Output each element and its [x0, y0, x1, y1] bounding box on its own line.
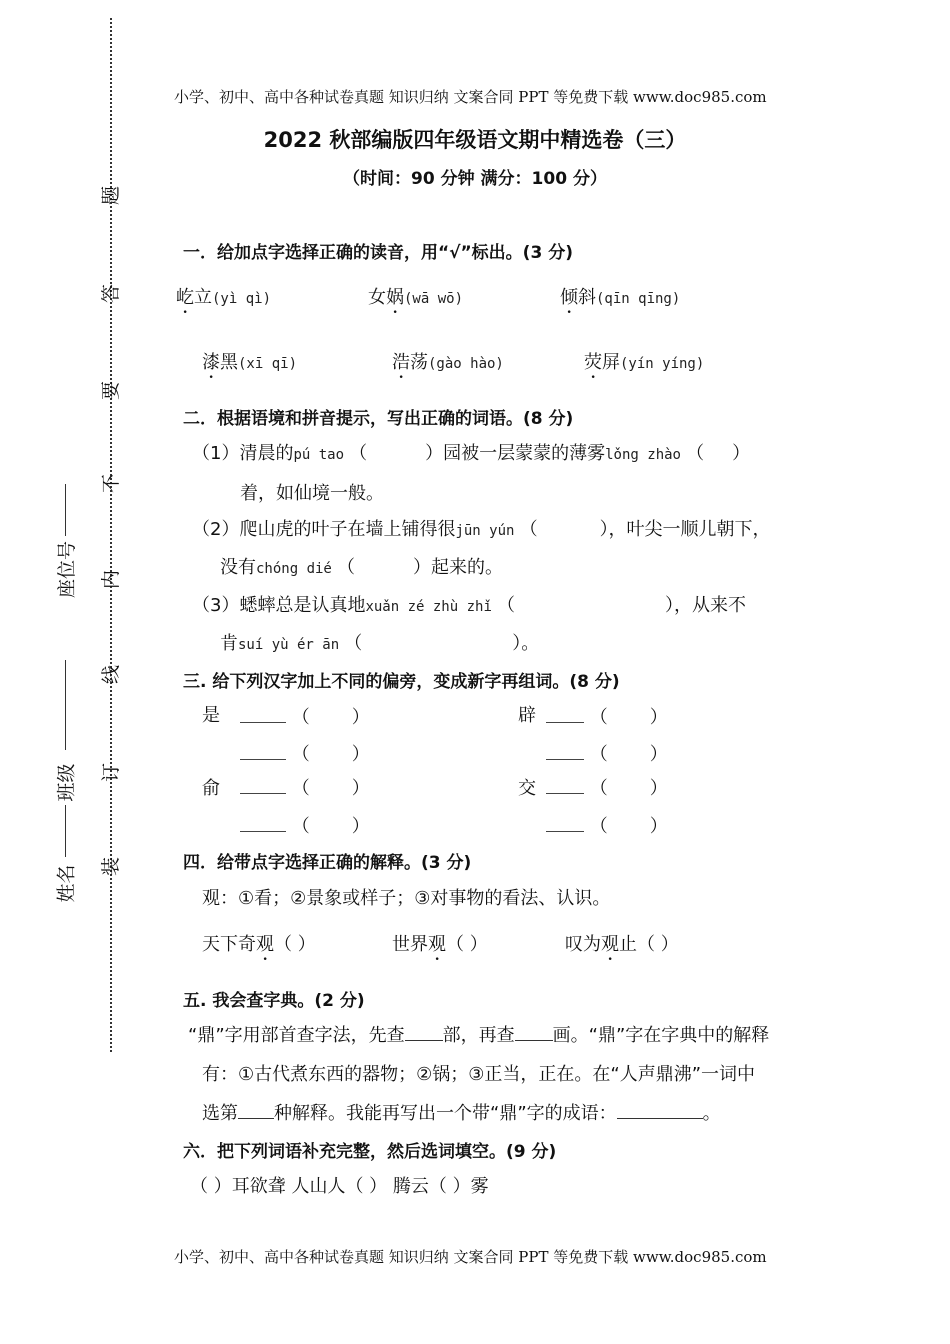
s3-char: 辟 [518, 705, 536, 726]
binding-char: 题 [100, 185, 123, 206]
binding-char: 线 [100, 664, 123, 685]
s4-word-2: 世界观（ ） [392, 934, 488, 955]
s3-blank[interactable]: （ ） [240, 774, 370, 800]
s5-line-2: 有：①古代煮东西的器物；②锅；③正当，正在。在“人声鼎沸”一词中 [202, 1064, 756, 1085]
section-1-heading: 一．给加点字选择正确的读音，用“√”标出。(3 分) [183, 243, 573, 263]
class-label: 班级 [55, 763, 78, 802]
s3-char: 交 [518, 778, 536, 799]
binding-char: 答 [100, 283, 123, 304]
s3-blank[interactable]: （ ） [546, 703, 668, 729]
dotted-char: 浩 [392, 352, 410, 373]
s3-blank[interactable]: （ ） [240, 740, 370, 766]
s2-line-4: 没有chóng dié （ ）起来的。 [220, 557, 503, 578]
dotted-char: 倾 [560, 287, 578, 308]
seat-number-line [65, 484, 66, 536]
s5-line-1: “鼎”字用部首查字法，先查 部，再查 画。“鼎”字在字典中的解释 [188, 1025, 770, 1046]
class-line [65, 660, 66, 750]
s3-blank[interactable]: （ ） [546, 740, 668, 766]
s3-blank[interactable]: （ ） [240, 812, 370, 838]
s5-line-3: 选第 种解释。我能再写出一个带“鼎”字的成语： 。 [202, 1103, 721, 1124]
dotted-char: 娲 [386, 287, 404, 308]
s2-line-1: （1）清晨的pú tao （ ）园被一层蒙蒙的薄雾lǒng zhào （ ） [192, 443, 751, 464]
binding-char: 装 [100, 856, 123, 877]
s1-item: 女娲(wā wō) [368, 287, 464, 308]
dotted-char: 观 [428, 934, 446, 955]
page-subtitle: （时间：90 分钟 满分：100 分） [343, 169, 607, 189]
header-banner: 小学、初中、高中各种试卷真题 知识归纳 文案合同 PPT 等免费下载 www.doc985.com [174, 88, 767, 106]
s4-word-3: 叹为观止（ ） [565, 934, 679, 955]
s4-word-1: 天下奇观（ ） [202, 934, 316, 955]
dotted-char: 观 [601, 934, 619, 955]
footer-banner: 小学、初中、高中各种试卷真题 知识归纳 文案合同 PPT 等免费下载 www.doc985.com [174, 1248, 767, 1266]
section-5-heading: 五. 我会查字典。(2 分) [183, 991, 365, 1011]
s1-item: 荧屏(yín yíng) [584, 352, 705, 373]
s3-char: 是 [202, 705, 220, 726]
section-6-heading: 六．把下列词语补充完整，然后选词填空。(9 分) [183, 1142, 557, 1162]
binding-char: 订 [100, 762, 123, 783]
s2-line-2: 着，如仙境一般。 [240, 483, 384, 504]
section-3-heading: 三. 给下列汉字加上不同的偏旁，变成新字再组词。(8 分) [183, 672, 620, 692]
binding-char: 内 [100, 569, 123, 590]
dotted-char: 屹 [176, 287, 194, 308]
seat-number-label: 座位号 [56, 540, 79, 599]
name-label: 姓名 [55, 864, 78, 903]
s2-line-5: （3）蟋蟀总是认真地xuǎn zé zhù zhǐ （ ），从来不 [192, 595, 746, 616]
s6-line: （ ）耳欲聋 人山人（ ） 腾云（ ）雾 [190, 1176, 489, 1197]
name-line [65, 805, 66, 857]
s1-item: 屹立(yì qì) [176, 287, 272, 308]
binding-char: 不 [100, 473, 123, 494]
s2-line-3: （2）爬山虎的叶子在墙上铺得很jūn yún （ ），叶尖一顺儿朝下， [192, 519, 771, 540]
s3-blank[interactable]: （ ） [240, 703, 370, 729]
page-title: 2022 秋部编版四年级语文期中精选卷（三） [263, 128, 687, 152]
section-4-heading: 四．给带点字选择正确的解释。(3 分) [183, 853, 472, 873]
s4-definition: 观：①看；②景象或样子；③对事物的看法、认识。 [202, 888, 611, 909]
dotted-char: 荧 [584, 352, 602, 373]
s1-item: 漆黑(xī qī) [202, 352, 298, 373]
section-2-heading: 二．根据语境和拼音提示，写出正确的词语。(8 分) [183, 409, 574, 429]
s3-blank[interactable]: （ ） [546, 774, 668, 800]
dotted-char: 漆 [202, 352, 220, 373]
s3-blank[interactable]: （ ） [546, 812, 668, 838]
dotted-char: 观 [256, 934, 274, 955]
s1-item: 倾斜(qīn qīng) [560, 287, 681, 308]
binding-char: 要 [100, 380, 123, 401]
s1-item: 浩荡(gào hào) [392, 352, 504, 373]
s2-line-6: 肯suí yù ér ān （ ）。 [220, 633, 540, 654]
s3-char: 俞 [202, 778, 220, 799]
